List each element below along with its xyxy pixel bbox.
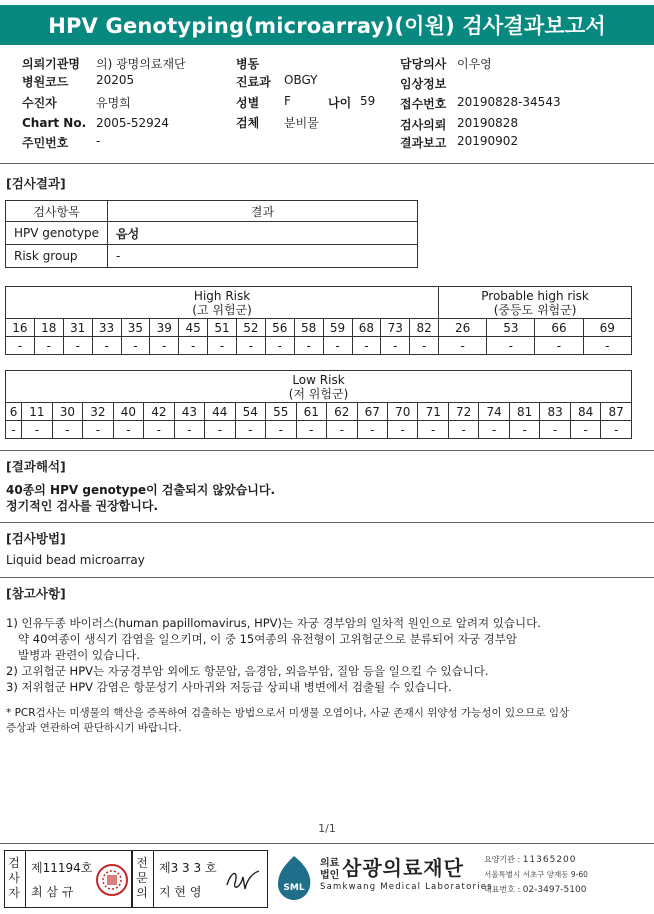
- section-interpretation-heading: [결과해석]: [6, 459, 66, 474]
- header-divider: [0, 163, 654, 164]
- genotype-result-cell: -: [327, 421, 357, 439]
- genotype-type-cell: 84: [570, 403, 600, 421]
- report-title: HPV Genotyping(microarray)(이원) 검사결과보고서: [0, 5, 654, 45]
- genotype-result-cell: -: [418, 421, 448, 439]
- footnote-line: * PCR검사는 미생물의 핵산을 증폭하여 검출하는 방법으로서 미생물 오염이나, 사균 존재시 위양성 가능성이 있으므로 임상: [6, 707, 570, 719]
- genotype-result-cell: -: [237, 337, 266, 355]
- genotype-type-cell: 69: [583, 319, 631, 337]
- result-value: 음성: [108, 222, 418, 245]
- org-phone-value: 02-3497-5100: [522, 885, 587, 895]
- interpretation-line: 40종의 HPV genotype이 검출되지 않았습니다.: [6, 483, 276, 497]
- genotype-type-cell: 83: [540, 403, 570, 421]
- org-name: 삼광의료재단: [342, 856, 464, 880]
- inspector-label: 검사자: [8, 856, 20, 900]
- divider: [0, 450, 654, 451]
- footer: [0, 848, 654, 912]
- method-text: Liquid bead microarray: [6, 553, 145, 567]
- low-risk-sublabel: (저 위험군): [288, 386, 349, 401]
- genotype-result-cell: -: [439, 337, 487, 355]
- org-code-value: 11365200: [522, 855, 577, 865]
- note-item: 1) 인유두종 바이러스(human papillomavirus, HPV)는 자궁 경부암의 일차적 원인으로 알려져 있습니다.: [6, 616, 541, 630]
- table-row: [6, 245, 418, 268]
- genotype-type-cell: 43: [174, 403, 204, 421]
- specialist-signature-icon: [223, 865, 263, 895]
- probable-high-risk-header: [439, 287, 632, 319]
- org-phone: [484, 884, 586, 895]
- specialist-license-no: 제3 3 3 호: [159, 861, 217, 875]
- genotype-result-cell: -: [387, 421, 417, 439]
- low-risk-genotype-table: [5, 370, 632, 439]
- org-english-name: Samkwang Medical Laboratories: [320, 882, 493, 892]
- genotype-result-cell: -: [63, 337, 92, 355]
- genotype-result-cell: -: [535, 337, 583, 355]
- genotype-type-cell: 31: [63, 319, 92, 337]
- genotype-type-cell: 72: [448, 403, 478, 421]
- genotype-result-cell: -: [601, 421, 632, 439]
- genotype-result-cell: -: [296, 421, 326, 439]
- genotype-result-cell: -: [208, 337, 237, 355]
- genotype-type-cell: 71: [418, 403, 448, 421]
- footer-divider: [0, 843, 654, 844]
- genotype-type-cell: 68: [352, 319, 381, 337]
- genotype-result-cell: -: [352, 337, 381, 355]
- org-code: [484, 854, 577, 865]
- note-item: 약 40여종이 생식기 감염을 일으키며, 이 중 15여종의 유전형이 고위험군으로 분류되어 자궁 경부암: [18, 632, 517, 646]
- genotype-result-cell: -: [121, 337, 150, 355]
- high-risk-types-row: [6, 319, 632, 337]
- low-risk-label: Low Risk: [292, 372, 345, 387]
- genotype-result-cell: -: [410, 337, 439, 355]
- genotype-result-cell: -: [235, 421, 265, 439]
- genotype-type-cell: 73: [381, 319, 410, 337]
- genotype-result-cell: -: [323, 337, 352, 355]
- genotype-result-cell: -: [583, 337, 631, 355]
- genotype-result-cell: -: [179, 337, 208, 355]
- genotype-type-cell: 11: [22, 403, 52, 421]
- genotype-result-cell: -: [448, 421, 478, 439]
- interpretation-line: 정기적인 검사를 권장합니다.: [6, 499, 159, 513]
- genotype-type-cell: 26: [439, 319, 487, 337]
- footnote-line: 증상과 연관하여 판단하시기 바랍니다.: [6, 722, 182, 734]
- genotype-type-cell: 42: [144, 403, 174, 421]
- low-risk-header: [6, 371, 632, 403]
- genotype-result-cell: -: [381, 337, 410, 355]
- genotype-type-cell: 61: [296, 403, 326, 421]
- result-col-result: 결과: [108, 201, 418, 222]
- specialist-label: 전문의: [136, 856, 148, 900]
- genotype-result-cell: -: [83, 421, 113, 439]
- footnote: [6, 706, 569, 736]
- result-table: [5, 200, 418, 268]
- note-item: 2) 고위험군 HPV는 자궁경부암 외에도 항문암, 음경암, 외음부암, 질암 등을 일으킬 수 있습니다.: [6, 664, 489, 678]
- page-number: 1/1: [318, 822, 336, 835]
- high-risk-header: [6, 287, 439, 319]
- genotype-type-cell: 30: [52, 403, 82, 421]
- genotype-type-cell: 70: [387, 403, 417, 421]
- high-risk-sublabel: (고 위험군): [192, 302, 252, 317]
- genotype-type-cell: 33: [92, 319, 121, 337]
- genotype-type-cell: 39: [150, 319, 179, 337]
- section-notes-heading: [참고사항]: [6, 586, 66, 601]
- result-item: Risk group: [6, 245, 108, 268]
- low-risk-types-row: [6, 403, 632, 421]
- genotype-result-cell: -: [570, 421, 600, 439]
- note-item: 3) 저위험군 HPV 감염은 항문성기 사마귀와 저등급 상피내 병변에서 검출될 수 있습니다.: [6, 680, 452, 694]
- genotype-result-cell: -: [150, 337, 179, 355]
- inspector-license-no: 제11194호: [31, 861, 93, 875]
- org-prefix: 의료법인: [320, 858, 340, 881]
- genotype-result-cell: -: [205, 421, 235, 439]
- divider: [0, 522, 654, 523]
- result-value: -: [108, 245, 418, 268]
- genotype-type-cell: 40: [113, 403, 143, 421]
- genotype-type-cell: 81: [509, 403, 539, 421]
- divider: [0, 577, 654, 578]
- sml-logo-text: SML: [283, 883, 305, 893]
- genotype-type-cell: 56: [265, 319, 294, 337]
- genotype-result-cell: -: [92, 337, 121, 355]
- genotype-result-cell: -: [294, 337, 323, 355]
- genotype-result-cell: -: [22, 421, 52, 439]
- genotype-result-cell: -: [540, 421, 570, 439]
- genotype-type-cell: 45: [179, 319, 208, 337]
- probable-high-risk-sublabel: (중등도 위험군): [493, 302, 577, 317]
- genotype-result-cell: -: [174, 421, 204, 439]
- genotype-type-cell: 58: [294, 319, 323, 337]
- specialist-signature-box: [132, 850, 268, 908]
- genotype-result-cell: -: [479, 421, 509, 439]
- genotype-type-cell: 35: [121, 319, 150, 337]
- specialist-name: 지 현 영: [159, 885, 202, 899]
- genotype-type-cell: 87: [601, 403, 632, 421]
- genotype-result-cell: -: [144, 421, 174, 439]
- genotype-result-cell: -: [34, 337, 63, 355]
- inspector-name: 최 삼 규: [31, 885, 74, 899]
- genotype-type-cell: 62: [327, 403, 357, 421]
- genotype-type-cell: 53: [487, 319, 535, 337]
- genotype-result-cell: -: [265, 337, 294, 355]
- genotype-type-cell: 6: [6, 403, 22, 421]
- result-col-item: 검사항목: [6, 201, 108, 222]
- org-address: 서울특별시 서초구 양재동 9-60: [484, 870, 588, 879]
- org-code-label: 요양기관 :: [484, 855, 523, 864]
- genotype-type-cell: 44: [205, 403, 235, 421]
- genotype-result-cell: -: [6, 337, 35, 355]
- inspector-signature-box: [4, 850, 132, 908]
- section-result-heading: [검사결과]: [6, 176, 66, 191]
- high-risk-results-row: [6, 337, 632, 355]
- high-risk-genotype-table: [5, 286, 632, 355]
- genotype-type-cell: 52: [237, 319, 266, 337]
- genotype-result-cell: -: [357, 421, 387, 439]
- genotype-type-cell: 66: [535, 319, 583, 337]
- genotype-type-cell: 67: [357, 403, 387, 421]
- low-risk-results-row: [6, 421, 632, 439]
- genotype-result-cell: -: [509, 421, 539, 439]
- genotype-type-cell: 54: [235, 403, 265, 421]
- interpretation-text: [6, 482, 275, 514]
- genotype-result-cell: -: [487, 337, 535, 355]
- genotype-result-cell: -: [266, 421, 296, 439]
- genotype-type-cell: 55: [266, 403, 296, 421]
- probable-high-risk-label: Probable high risk: [481, 288, 589, 303]
- genotype-type-cell: 32: [83, 403, 113, 421]
- sml-logo-icon: [272, 854, 316, 902]
- section-method-heading: [검사방법]: [6, 531, 66, 546]
- genotype-result-cell: -: [6, 421, 22, 439]
- genotype-result-cell: -: [113, 421, 143, 439]
- table-row: [6, 222, 418, 245]
- org-phone-label: 대표번호 :: [484, 885, 523, 894]
- inspector-seal-icon: [95, 863, 129, 897]
- genotype-type-cell: 74: [479, 403, 509, 421]
- genotype-type-cell: 82: [410, 319, 439, 337]
- genotype-type-cell: 16: [6, 319, 35, 337]
- genotype-result-cell: -: [52, 421, 82, 439]
- result-item: HPV genotype: [6, 222, 108, 245]
- genotype-type-cell: 51: [208, 319, 237, 337]
- notes-list: [6, 615, 541, 695]
- high-risk-label: High Risk: [193, 288, 251, 303]
- note-item: 발병과 관련이 있습니다.: [18, 648, 141, 662]
- genotype-type-cell: 18: [34, 319, 63, 337]
- genotype-type-cell: 59: [323, 319, 352, 337]
